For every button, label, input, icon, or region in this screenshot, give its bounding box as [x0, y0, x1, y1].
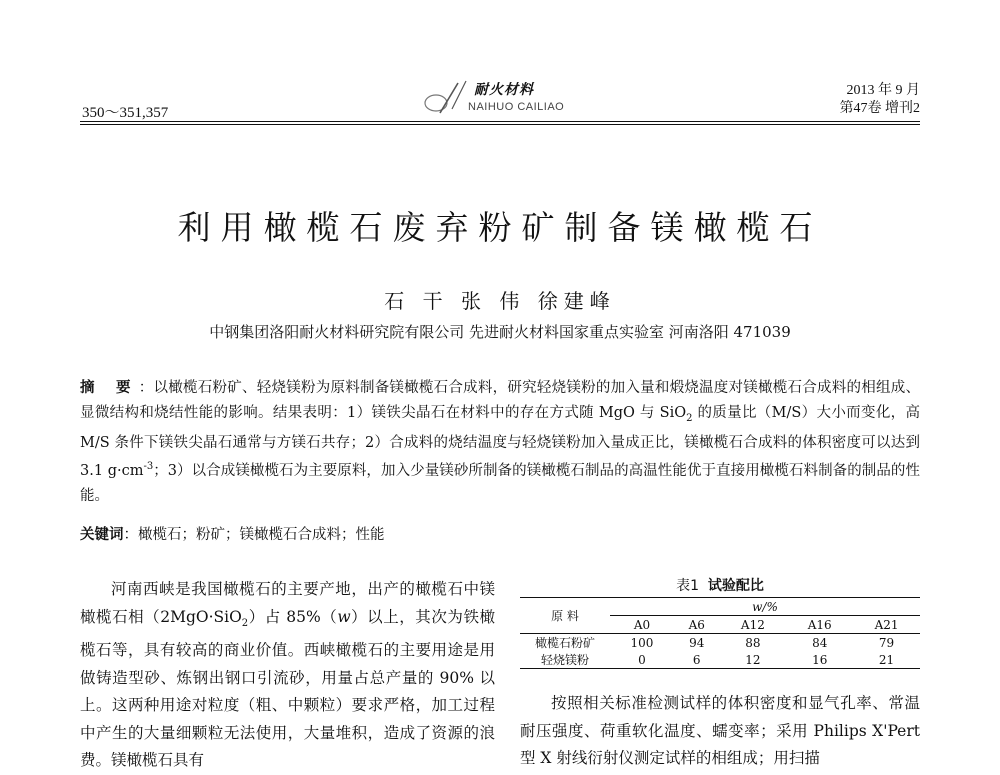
table-title: 试验配比 [707, 578, 764, 594]
abstract-label: 摘 要 [80, 380, 139, 396]
journal-name-en: NAIHUO CAILIAO [468, 101, 565, 113]
abstract-text-2: 的质量比（M/S）大小而变化，高 M/S 条件下镁铁尖晶石通常与方镁石共存；2）合成料的烧结温度与轻烧镁粉加入量成正比，镁橄榄石合成料的体积密度可以达到 3.1 g·cm [80, 404, 920, 480]
table-cell: 16 [786, 651, 853, 669]
body-paragraph: 按照相关标准检测试样的体积密度和显气孔率、常温耐压强度、荷重软化温度、蠕变率；采用 Philips X'Pert 型 X 射线衍射仪测定试样的相组成；用扫描 [520, 694, 920, 767]
table-caption [520, 575, 920, 595]
table-col-header: A12 [719, 616, 786, 634]
body-sub: 2 [241, 617, 249, 629]
abstract-sup: -3 [143, 461, 154, 473]
article-authors: 石 干 张 伟 徐建峰 [384, 289, 616, 313]
abstract-text-3: ；3）以合成镁橄榄石为主要原料，加入少量镁砂所制备的镁橄榄石制品的高温性能优于直接用橄榄石料制备的制品的性能。 [80, 463, 920, 504]
body-left-column [80, 576, 495, 775]
page-range: 350～351,357 [82, 105, 169, 121]
body-text: ）占 85%（ [248, 607, 338, 626]
body-text: 河南西峡是我国橄榄石的主要产地，出产的橄榄石中镁橄榄石相（2MgO·SiO [80, 580, 495, 626]
article-affiliation: 中钢集团洛阳耐火材料研究院有限公司 先进耐火材料国家重点实验室 河南洛阳 471039 [209, 323, 791, 341]
issue-date: 2013 年 9 月 [846, 83, 920, 98]
body-paragraph [80, 576, 495, 775]
table-cell: 0 [610, 651, 674, 669]
table-cell: 100 [630, 635, 654, 650]
table-row-header: 原 料 [520, 598, 610, 634]
table-row-label: 轻烧镁粉 [520, 651, 610, 669]
journal-logo [418, 79, 608, 121]
table-cell: 84 [812, 635, 828, 650]
header-rule [80, 121, 920, 122]
table-row [520, 634, 920, 652]
table-col-header: A0 [610, 616, 674, 634]
table-cell: 21 [853, 651, 920, 669]
abstract-text-1: ：以橄榄石粉矿、轻烧镁粉为原料制备镁橄榄石合成料，研究轻烧镁粉的加入量和煅烧温度对镁橄榄石合成料的相组成、显微结构和烧结性能的影响。结果表明：1）镁铁尖晶石在材料中的存在方式随 MgO 与 SiO [80, 380, 920, 421]
body-text: ）以上，其次为铁橄榄石等，具有较高的商业价值。西峡橄榄石的主要用途是用做铸造型砂、炼钢出钢口引流砂，用量占总产量的 90% 以上。这两种用途对粒度（粗、中颗粒）要求严格，加工过程中产生的大量细颗粒无法使用，大量堆积，造成了资源的浪费。镁橄榄石具有 [80, 607, 495, 770]
table-cell: 94 [689, 635, 705, 650]
table-cell: 79 [878, 635, 895, 650]
table-cell: 12 [719, 651, 786, 669]
mix-table [520, 597, 920, 669]
table-cell: 88 [745, 635, 761, 650]
body-italic: w [337, 607, 351, 626]
article-title: 利用橄榄石废弃粉矿制备镁橄榄石 [177, 208, 823, 247]
keywords [80, 523, 920, 544]
keywords-label: 关键词 [80, 527, 124, 543]
table-col-header: A6 [674, 616, 720, 634]
issue-info [840, 82, 921, 118]
abstract-sub: 2 [686, 412, 693, 424]
journal-name-cn: 耐火材料 [474, 82, 534, 98]
table-row [520, 651, 920, 669]
body-right-column [520, 690, 920, 773]
table-col-header: A21 [853, 616, 920, 634]
keywords-text: ：橄榄石；粉矿；镁橄榄石合成料；性能 [123, 527, 385, 543]
abstract [80, 376, 920, 508]
issue-volume: 第47卷 增刊2 [839, 101, 920, 116]
table-header-row [520, 598, 920, 616]
table-group-header: w/% [610, 598, 920, 616]
table-col-header: A16 [786, 616, 853, 634]
table-number: 表1 [676, 578, 699, 594]
journal-logo-icon [418, 79, 478, 121]
table-cell: 6 [674, 651, 720, 669]
header-rule-thin [80, 124, 920, 125]
table-row-label: 橄榄石粉矿 [534, 636, 595, 650]
